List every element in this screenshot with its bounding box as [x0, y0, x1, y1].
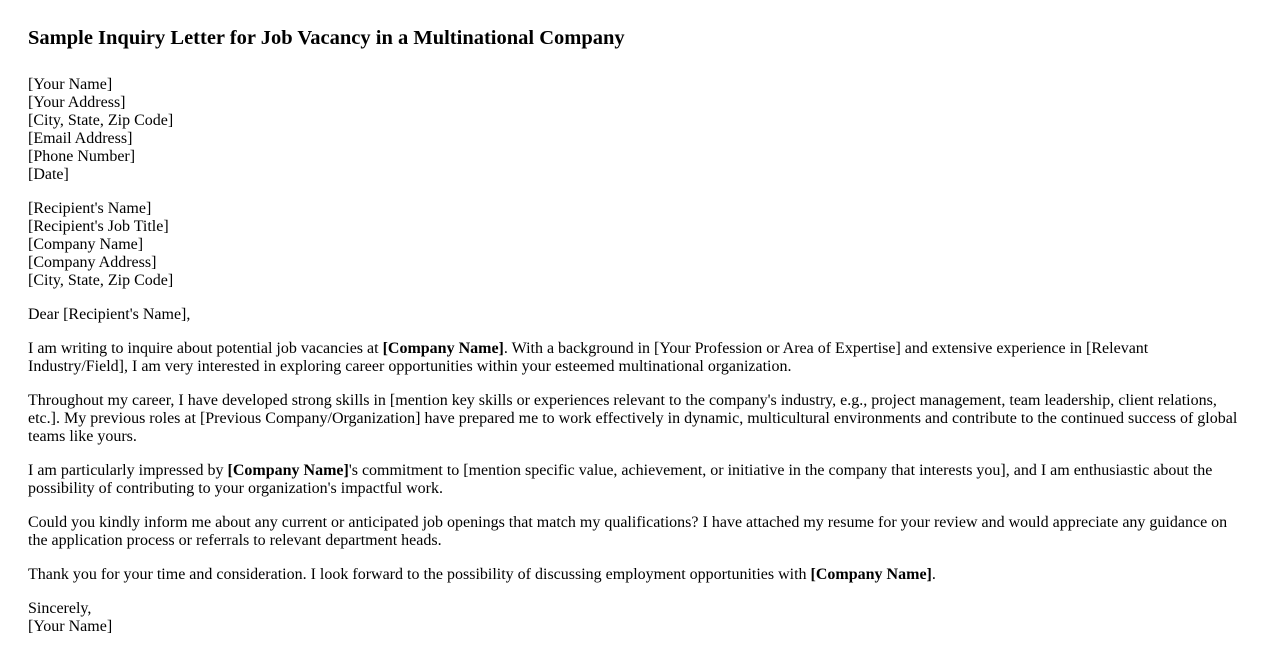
- paragraph-text: Could you kindly inform me about any current or anticipated job openings that match my qualifications? I have attached my resume for your review and would appreciate any guidance on the application process or referrals to relevant department heads.: [28, 514, 1228, 549]
- date-line: [Date]: [28, 166, 69, 183]
- recipient-address-block: [28, 200, 1250, 290]
- closing-signature: [Your Name]: [28, 618, 113, 635]
- company-city-line: [City, State, Zip Code]: [28, 272, 174, 289]
- sender-phone-line: [Phone Number]: [28, 148, 136, 165]
- paragraph-text: .: [931, 566, 936, 583]
- sender-name-line: [Your Name]: [28, 76, 113, 93]
- company-name-line: [Company Name]: [28, 236, 144, 253]
- salutation: Dear [Recipient's Name],: [28, 306, 191, 323]
- paragraph-request: [28, 514, 1250, 550]
- paragraph-impressed: [28, 462, 1250, 498]
- sender-address-block: [28, 76, 1250, 184]
- closing-salutation: Sincerely,: [28, 600, 92, 617]
- company-name-bold: [Company Name]: [227, 462, 349, 479]
- paragraph-skills: [28, 392, 1250, 446]
- sender-email-line: [Email Address]: [28, 130, 133, 147]
- paragraph-text: 's commitment to [mention specific value, achievement, or initiative in the company that interests you], and I am enthusiastic about the possibility of contributing to your organization's impactful work.: [28, 462, 1213, 497]
- paragraph-text: Thank you for your time and consideration. I look forward to the possibility of discussing employment opportunities with: [28, 566, 811, 583]
- company-name-bold: [Company Name]: [382, 340, 504, 357]
- company-name-bold: [Company Name]: [810, 566, 932, 583]
- paragraph-thanks: [28, 566, 1250, 584]
- company-address-line: [Company Address]: [28, 254, 157, 271]
- recipient-title-line: [Recipient's Job Title]: [28, 218, 169, 235]
- paragraph-text: Throughout my career, I have developed strong skills in [mention key skills or experiences relevant to the company's industry, e.g., project management, team leadership, client relations, etc.]. My previous roles at [Previous Company/Organization] have prepared me to work effectively in dynamic, multicultural environments and contribute to the continued success of global teams like yours.: [28, 392, 1238, 445]
- document-title: Sample Inquiry Letter for Job Vacancy in a Multinational Company: [28, 27, 625, 49]
- sender-city-line: [City, State, Zip Code]: [28, 112, 174, 129]
- paragraph-text: . With a background in [Your Profession or Area of Expertise] and extensive experience in [Relevant Industry/Field], I am very interested in exploring career opportunities within your esteemed multinational organization.: [28, 340, 1149, 375]
- recipient-name-line: [Recipient's Name]: [28, 200, 152, 217]
- sender-address-line: [Your Address]: [28, 94, 126, 111]
- paragraph-text: I am particularly impressed by: [28, 462, 228, 479]
- paragraph-text: I am writing to inquire about potential job vacancies at: [28, 340, 383, 357]
- closing-block: [28, 600, 1250, 636]
- paragraph-intro: [28, 340, 1250, 376]
